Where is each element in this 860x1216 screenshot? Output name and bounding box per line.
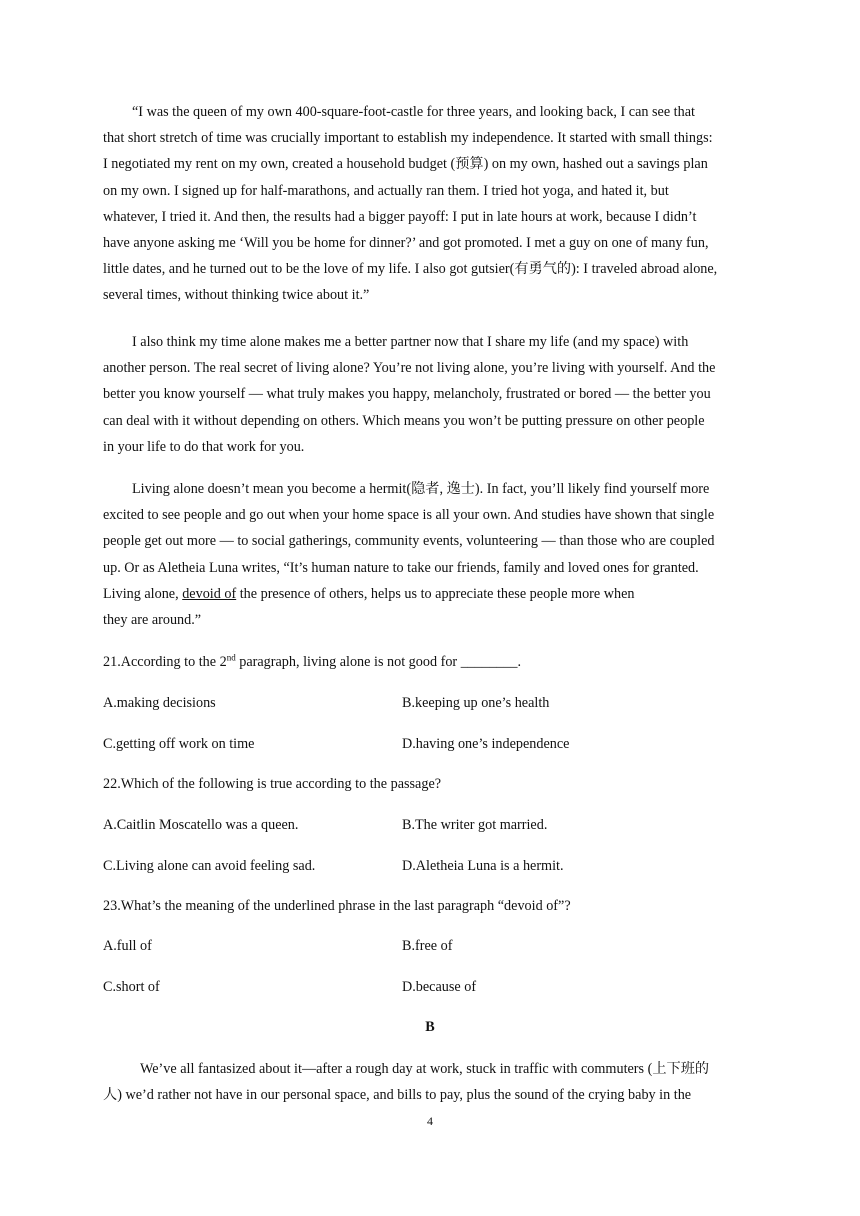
section-heading-b: B — [425, 1019, 435, 1035]
option-22-a: A.Caitlin Moscatello was a queen. — [103, 817, 299, 833]
text-line — [103, 581, 768, 607]
option-21-a: A.making decisions — [103, 695, 216, 711]
text-fragment: Living alone, — [103, 585, 183, 602]
text-line: another person. The real secret of living alone? You’re not living alone, you’re living with yourself. And the — [103, 360, 716, 377]
superscript: nd — [226, 652, 236, 663]
text-line: whatever, I tried it. And then, the results had a bigger payoff: I put in late hours at work, because I didn’t — [103, 208, 697, 225]
text-line: excited to see people and go out when your home space is all your own. And studies have shown that single — [103, 507, 715, 524]
question-text: 21.According to the 2 — [103, 654, 227, 670]
text-line: I negotiated my rent on my own, created a household budget (预算) on my own, hashed out a savings plan — [103, 156, 708, 173]
text-line: people get out more — to social gatherings, community events, volunteering — than those who are coupled — [103, 533, 715, 550]
text-line: on my own. I signed up for half-marathons, and actually ran them. I tried hot yoga, and hated it, but — [103, 182, 669, 199]
text-line: in your life to do that work for you. — [103, 438, 305, 455]
question-21 — [103, 652, 521, 672]
question-text: paragraph, living alone is not good for ________. — [235, 654, 521, 670]
page-number: 4 — [427, 1114, 433, 1128]
option-21-b: B.keeping up one’s health — [402, 695, 550, 711]
text-fragment: the presence of others, helps us to appreciate these people more when — [236, 585, 635, 602]
question-23: 23.What’s the meaning of the underlined phrase in the last paragraph “devoid of”? — [103, 898, 571, 914]
text-line: have anyone asking me ‘Will you be home for dinner?’ and got promoted. I met a guy on one of many fun, — [103, 235, 709, 252]
question-22: 22.Which of the following is true according to the passage? — [103, 776, 442, 792]
underlined-phrase: devoid of — [182, 585, 237, 602]
text-line: up. Or as Aletheia Luna writes, “It’s human nature to take our friends, family and loved ones for granted. — [103, 559, 699, 576]
text-line: little dates, and he turned out to be the love of my life. I also got gutsier(有勇气的): I traveled abroad alone, — [103, 261, 718, 278]
option-23-d: D.because of — [402, 979, 477, 995]
option-23-b: B.free of — [402, 938, 453, 954]
paragraph-1 — [103, 99, 768, 309]
text-line: “I was the queen of my own 400-square-foot-castle for three years, and looking back, I can see that — [132, 104, 695, 120]
option-22-d: D.Aletheia Luna is a hermit. — [402, 858, 564, 874]
section-b-paragraph — [103, 1056, 768, 1108]
option-22-c: C.Living alone can avoid feeling sad. — [103, 858, 316, 874]
text-line: that short stretch of time was crucially important to establish my independence. It started with small things: — [103, 130, 713, 147]
option-23-c: C.short of — [103, 979, 160, 995]
text-line: can deal with it without depending on others. Which means you won’t be putting pressure on other people — [103, 412, 705, 429]
text-line: 人) we’d rather not have in our personal space, and bills to pay, plus the sound of the crying baby in the — [103, 1087, 692, 1104]
option-21-d: D.having one’s independence — [402, 736, 570, 752]
text-line: Living alone doesn’t mean you become a hermit(隐者, 逸士). In fact, you’ll likely find yourself more — [132, 481, 710, 497]
text-line: I also think my time alone makes me a better partner now that I share my life (and my space) with — [132, 334, 689, 350]
option-22-b: B.The writer got married. — [402, 817, 548, 833]
text-line: We’ve all fantasized about it—after a rough day at work, stuck in traffic with commuters (上下班的 — [140, 1061, 710, 1077]
option-23-a: A.full of — [103, 938, 152, 954]
option-21-c: C.getting off work on time — [103, 736, 255, 752]
text-line: several times, without thinking twice about it.” — [103, 287, 370, 304]
paragraph-3 — [103, 476, 768, 633]
paragraph-2 — [103, 329, 768, 460]
text-line: they are around.” — [103, 612, 202, 629]
text-line: better you know yourself — what truly makes you happy, melancholy, frustrated or bored — the better you — [103, 386, 711, 403]
